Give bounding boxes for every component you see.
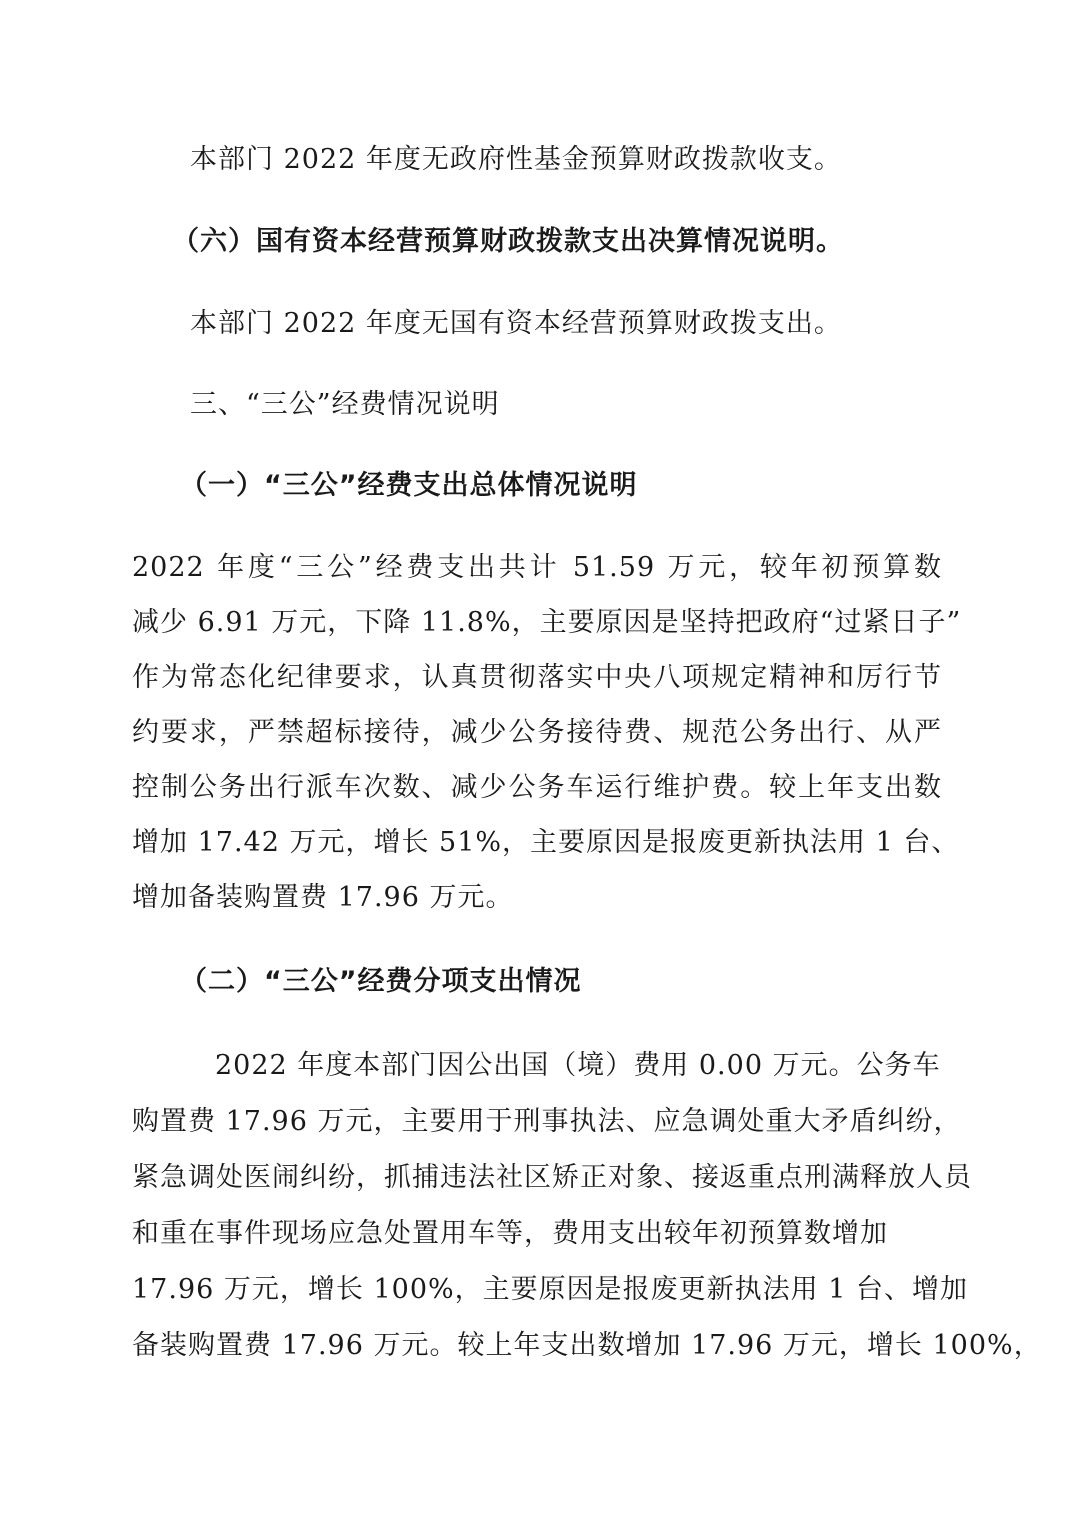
paragraph-itemized-line-4: 和重在事件现场应急处置用车等，费用支出较年初预算数增加 (132, 1218, 888, 1249)
paragraph-itemized-line-6: 备装购置费 17.96 万元。较上年支出数增加 17.96 万元，增长 100%， (132, 1330, 1042, 1361)
paragraph-overall-line-1: 2022 年度“三公”经费支出共计 51.59 万元，较年初预算数 (132, 552, 942, 583)
paragraph-fund-budget: 本部门 2022 年度无政府性基金预算财政拨款收支。 (190, 144, 842, 175)
paragraph-overall-line-4: 约要求，严禁超标接待，减少公务接待费、规范公务出行、从严 (132, 717, 942, 748)
paragraph-itemized-line-1: 2022 年度本部门因公出国（境）费用 0.00 万元。公务车 (215, 1050, 941, 1081)
paragraph-itemized-line-5: 17.96 万元，增长 100%，主要原因是报废更新执法用 1 台、增加 (132, 1274, 968, 1305)
heading-itemized: （二）“三公”经费分项支出情况 (180, 966, 582, 997)
paragraph-overall-line-3: 作为常态化纪律要求，认真贯彻落实中央八项规定精神和厉行节 (132, 662, 942, 693)
section-heading-three-public: 三、“三公”经费情况说明 (190, 389, 500, 420)
paragraph-overall-line-2: 减少 6.91 万元，下降 11.8%，主要原因是坚持把政府“过紧日子” (132, 607, 962, 638)
paragraph-itemized-line-2: 购置费 17.96 万元，主要用于刑事执法、应急调处重大矛盾纠纷， (132, 1106, 962, 1137)
paragraph-overall-line-5: 控制公务出行派车次数、减少公务车运行维护费。较上年支出数 (132, 772, 942, 803)
paragraph-state-capital: 本部门 2022 年度无国有资本经营预算财政拨支出。 (190, 308, 842, 339)
paragraph-itemized-line-3: 紧急调处医闹纠纷，抓捕违法社区矫正对象、接返重点刑满释放人员 (132, 1162, 972, 1193)
paragraph-overall-line-7: 增加备装购置费 17.96 万元。 (132, 882, 514, 913)
heading-state-capital: （六）国有资本经营预算财政拨款支出决算情况说明。 (172, 226, 844, 257)
paragraph-overall-line-6: 增加 17.42 万元，增长 51%，主要原因是报废更新执法用 1 台、 (132, 827, 960, 858)
heading-overall: （一）“三公”经费支出总体情况说明 (180, 470, 638, 501)
